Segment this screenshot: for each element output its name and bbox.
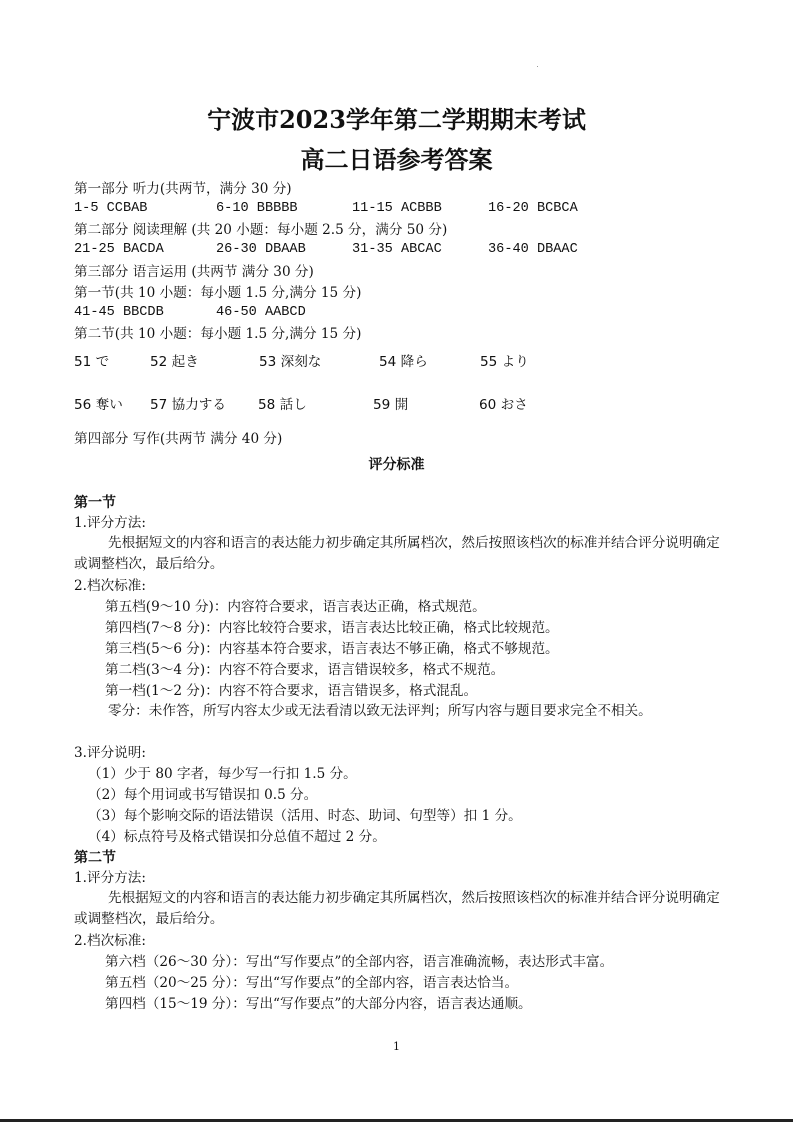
fill-answer: 60 おさ [479,397,528,413]
sec1-level: 第一档(1～2 分)：内容不符合要求，语言错误多，格式混乱。 [105,683,478,699]
sec2-level: 第五档（20～25 分）：写出“写作要点”的全部内容，语言表达恰当。 [105,975,519,991]
scan-speck [537,66,538,67]
answer-group: 21-25 BACDA [74,242,164,257]
sec1-notes-label: 3.评分说明: [74,745,146,761]
sec1-note: （1）少于 80 字者，每少写一行扣 1.5 分。 [88,766,357,782]
fill-answer: 56 奪い [74,397,123,413]
part3-section2: 第二节(共 10 小题：每小题 1.5 分,满分 15 分) [74,326,362,342]
answer-group: 41-45 BBCDB [74,305,164,320]
document-subtitle: 高二日语参考答案 [300,145,493,174]
document-title: 宁波市2023学年第二学期期末考试 [207,105,586,134]
answer-group: 16-20 BCBCA [488,201,578,216]
sec2-method-text: 先根据短文的内容和语言的表达能力初步确定其所属档次，然后按照该档次的标准并结合评分说明确定或调整档次，最后给分。 [74,890,720,927]
sec2-levels-label: 2.档次标准: [74,933,146,949]
answer-group: 1-5 CCBAB [74,201,148,216]
sec1-levels-label: 2.档次标准: [74,578,146,594]
sec1-level: 第三档(5～6 分)：内容基本符合要求，语言表达不够正确，格式不够规范。 [105,641,559,657]
sec1-method-text: 先根据短文的内容和语言的表达能力初步确定其所属档次，然后按照该档次的标准并结合评分说明确定或调整档次，最后给分。 [74,535,720,572]
sec1-heading: 第一节 [74,495,116,511]
part4-heading: 第四部分 写作(共两节 满分 40 分) [74,431,283,447]
sec1-zero: 零分：未作答，所写内容太少或无法看清以致无法评判；所写内容与题目要求完全不相关。 [108,703,652,719]
fill-answer: 54 降ら [379,354,428,370]
sec1-level: 第五档(9～10 分)：内容符合要求，语言表达正确，格式规范。 [105,599,486,615]
sec2-level: 第四档（15～19 分）：写出“写作要点”的大部分内容，语言表达通顺。 [105,996,532,1012]
fill-answer: 55 より [480,354,529,370]
answer-group: 11-15 ACBBB [352,201,442,216]
answer-group: 31-35 ABCAC [352,242,442,257]
sec2-method-label: 1.评分方法: [74,870,146,886]
page-number: 1 [393,1040,400,1053]
fill-answer: 53 深刻な [259,354,322,370]
sec2-level: 第六档（26～30 分）：写出“写作要点”的全部内容，语言准确流畅，表达形式丰富。 [105,954,614,970]
part3-heading: 第三部分 语言运用 (共两节 满分 30 分) [74,264,314,280]
answer-group: 6-10 BBBBB [216,201,298,216]
fill-answer: 59 開 [373,397,409,413]
part3-section1: 第一节(共 10 小题：每小题 1.5 分,满分 15 分) [74,285,362,301]
sec1-note: （3）每个影响交际的语法错误（活用、时态、助词、句型等）扣 1 分。 [88,808,522,824]
sec1-level: 第二档(3～4 分)：内容不符合要求，语言错误较多，格式不规范。 [105,662,505,678]
part1-heading: 第一部分 听力(共两节，满分 30 分) [74,181,292,197]
sec1-method-label: 1.评分方法: [74,515,146,531]
sec1-note: （4）标点符号及格式错误扣分总值不超过 2 分。 [88,829,386,845]
fill-answer: 58 話し [258,397,307,413]
sec1-level: 第四档(7～8 分)：内容比较符合要求，语言表达比较正确，格式比较规范。 [105,620,559,636]
fill-answer: 57 協力する [150,397,226,413]
fill-answer: 52 起き [150,354,199,370]
sec1-note: （2）每个用词或书写错误扣 0.5 分。 [88,787,318,803]
criteria-heading: 评分标准 [368,457,425,473]
part2-heading: 第二部分 阅读理解 (共 20 小题：每小题 2.5 分，满分 50 分) [74,222,448,238]
fill-answer: 51 で [74,354,110,370]
answer-group: 46-50 AABCD [216,305,306,320]
answer-group: 26-30 DBAAB [216,242,306,257]
answer-group: 36-40 DBAAC [488,242,578,257]
sec2-heading: 第二节 [74,850,116,866]
